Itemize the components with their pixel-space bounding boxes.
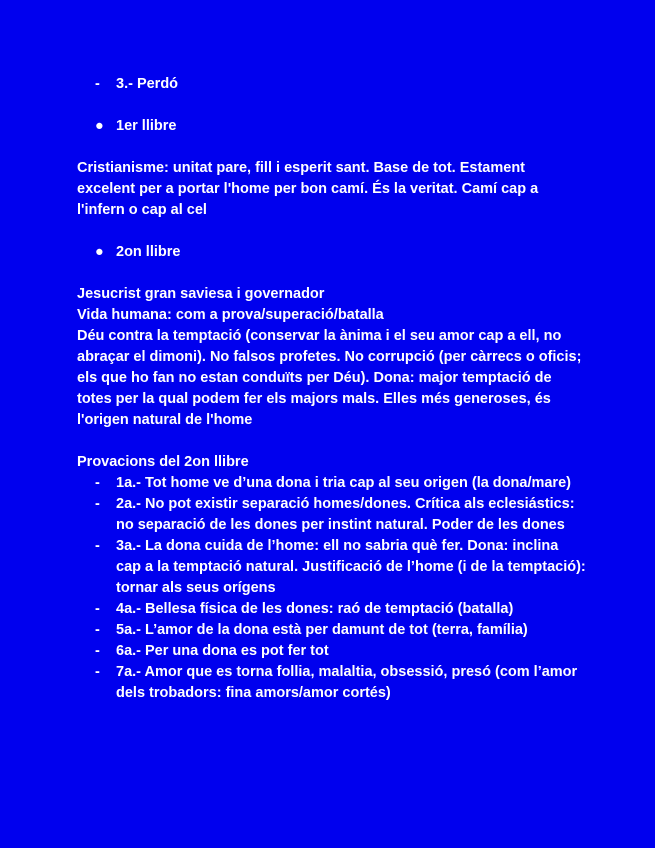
dash-marker: - [95,496,100,512]
list-item [77,536,587,599]
book1-list [77,116,587,137]
list-item-text: 5a.- L’amor de la dona està per damunt de tot (terra, família) [116,622,528,638]
paragraph-line: Vida humana: com a prova/superació/batalla [77,307,384,323]
provacions-heading: Provacions del 2on llibre [77,454,249,470]
list-item [77,662,587,704]
dash-marker: - [95,601,100,617]
paragraph-cristianisme: Cristianisme: unitat pare, fill i esperit sant. Base de tot. Estament excelent per a portar l'home per bon camí. És la veritat. Camí cap a l'infern o cap al cel [77,160,539,218]
dash-marker: - [95,76,100,92]
list-item-text: 3.- Perdó [116,76,179,92]
document-page [77,74,587,704]
dash-marker: - [95,538,100,554]
list-item-perdo [77,74,587,95]
list-item-text: 6a.- Per una dona es pot fer tot [116,643,329,659]
paragraph-jesucrist [77,284,587,431]
bullet-marker: ● [95,244,104,260]
bullet-marker: ● [95,118,104,134]
list-item [77,494,587,536]
list-item-text: 3a.- La dona cuida de l’home: ell no sabria què fer. Dona: inclina cap a la temptació natural. Justificació de l’home (i de la temptació): tornar als seus orígens [116,538,586,596]
list-item-text: 4a.- Bellesa física de les dones: raó de temptació (batalla) [116,601,514,617]
list-item-book1 [77,116,587,137]
list-item [77,641,587,662]
list-item [77,599,587,620]
list-item-text: 2on llibre [116,244,181,260]
dash-marker: - [95,643,100,659]
list-item-text: 2a.- No pot existir separació homes/dones. Crítica als eclesiástics: no separació de les dones per instint natural. Poder de les dones [116,496,575,533]
list-item [77,473,587,494]
list-item-text: 7a.- Amor que es torna follia, malaltia, obsessió, presó (com l’amor dels trobadors: fina amors/amor cortés) [116,664,578,701]
provacions-list [77,473,587,704]
paragraph-line: Déu contra la temptació (conservar la ànima i el seu amor cap a ell, no abraçar el dimoni). No falsos profetes. No corrupció (per càrrecs o oficis; els que ho fan no estan conduïts per Déu). Dona: major temptació de totes per la qual podem fer els majors mals. Elles més generoses, és l'origen natural de l'home [77,328,582,428]
top-list [77,74,587,95]
dash-marker: - [95,664,100,680]
book2-list [77,242,587,263]
list-item-text: 1a.- Tot home ve d’una dona i tria cap al seu origen (la dona/mare) [116,475,571,491]
paragraph-line: Jesucrist gran saviesa i governador [77,286,325,302]
list-item-text: 1er llibre [116,118,177,134]
list-item-book2 [77,242,587,263]
list-item [77,620,587,641]
dash-marker: - [95,475,100,491]
dash-marker: - [95,622,100,638]
